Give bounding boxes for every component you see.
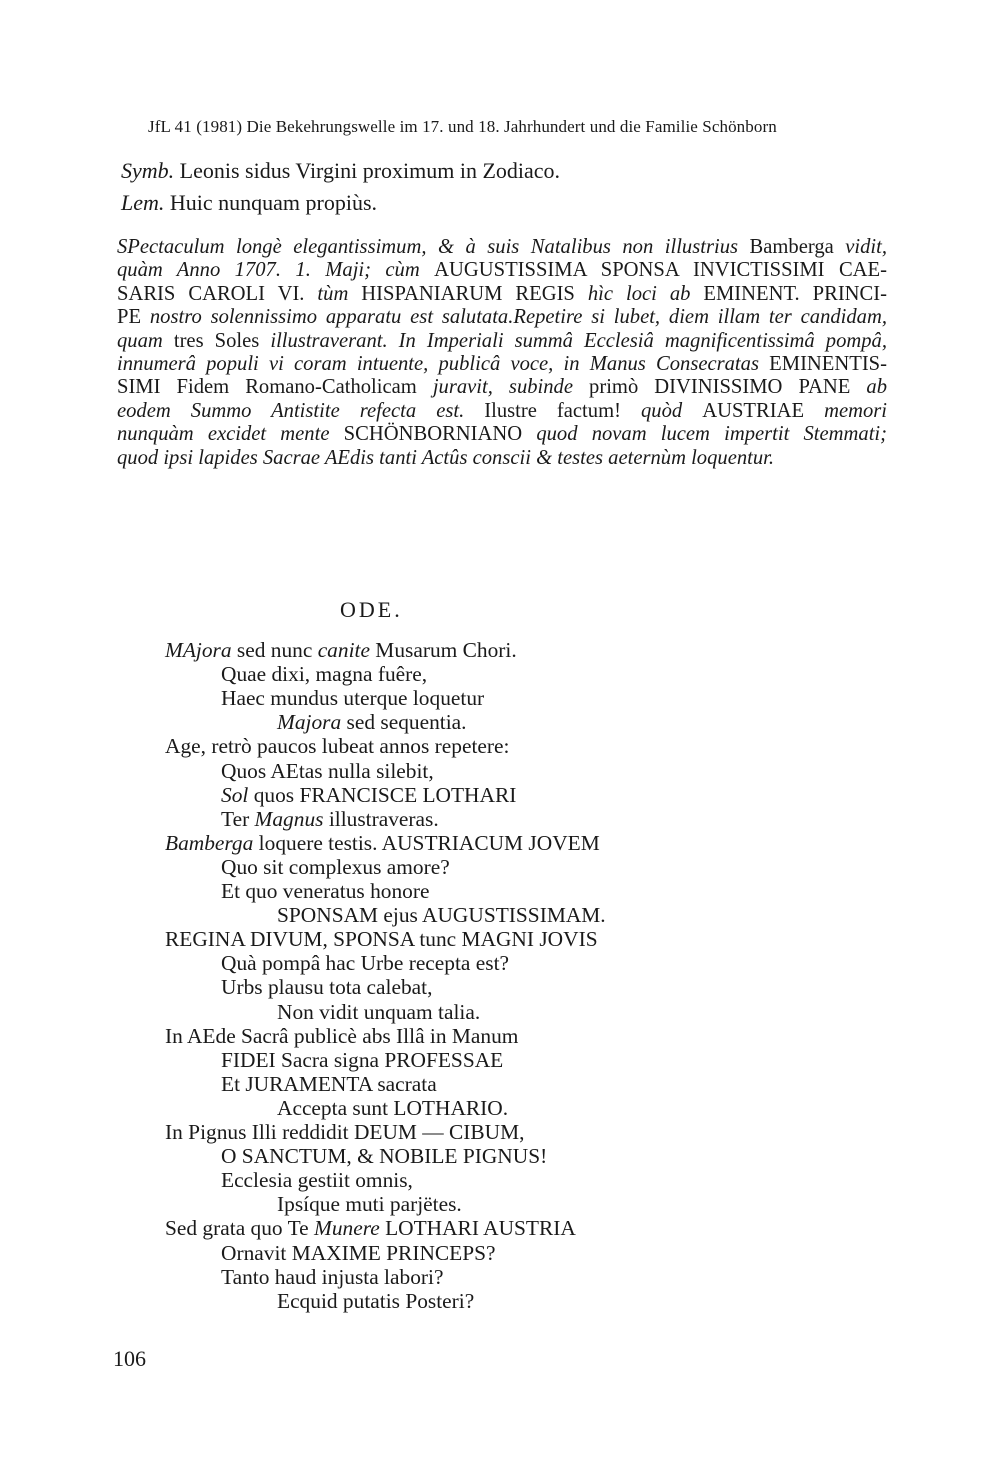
running-head: JfL 41 (1981) Die Bekehrungswelle im 17. und 18. Jahrhundert und die Familie Schönborn [148, 117, 777, 136]
roman-text: O SANCTUM, & NOBILE PIGNUS! [221, 1144, 548, 1169]
roman-text: Ilustre factum! [484, 399, 641, 422]
roman-text: In AEde Sacrâ publicè abs Illâ in Manum [165, 1023, 519, 1048]
paragraph-line [117, 353, 887, 376]
roman-text: Urbs plausu tota calebat, [221, 975, 433, 1000]
roman-text: Non vidit unquam talia. [277, 999, 481, 1024]
symbolum-text: Leonis sidus Virgini proximum in Zodiaco. [174, 158, 561, 183]
roman-text: Ter [221, 806, 255, 831]
roman-text: In Pignus Illi reddidit DEUM — CIBUM, [165, 1120, 525, 1144]
paragraph-line [117, 306, 887, 329]
roman-text: Quo sit complexus amore? [221, 854, 450, 879]
page-number: 106 [113, 1346, 146, 1371]
italic-text: Sol [221, 782, 249, 807]
poem-line [221, 1144, 547, 1168]
roman-text: SPONSAM ejus AUGUSTISSIMAM. [277, 903, 606, 928]
paragraph-line [117, 376, 887, 399]
poem-line [277, 903, 606, 927]
poem-line [165, 734, 509, 758]
roman-text: loquere testis. AUSTRIACUM JOVEM [253, 830, 600, 855]
italic-text: Majora [277, 710, 342, 735]
italic-text: ab [866, 376, 887, 399]
roman-text: Tanto haud injusta labori? [221, 1264, 444, 1289]
poem-line [165, 1024, 518, 1048]
poem-line [221, 855, 450, 879]
italic-text: quam [117, 329, 174, 352]
paragraph-line [117, 259, 887, 282]
roman-text: tres Soles [173, 329, 271, 352]
paragraph-line [117, 447, 887, 470]
roman-text: Musarum Chori. [369, 638, 517, 662]
roman-text: AUSTRIAE [702, 399, 825, 422]
poem-line [221, 951, 509, 975]
roman-text: sed sequentia. [341, 710, 467, 735]
italic-text: quod ipsi lapides Sacrae AEdis tanti Actûs conscii & testes aeternùm loquentur. [117, 446, 775, 469]
italic-text: quàm Anno 1707. 1. Maji; cùm [117, 259, 435, 282]
roman-text: REGINA DIVUM, SPONSA tunc MAGNI JOVIS [165, 927, 598, 952]
italic-text: tùm [317, 282, 362, 305]
prose-paragraph [117, 236, 887, 470]
italic-text: MAjora [165, 638, 232, 662]
poem-line [277, 1000, 480, 1024]
italic-text: eodem Summo Antistite refecta est. [117, 399, 485, 422]
roman-text: PE [117, 306, 150, 329]
poem-line [221, 1168, 413, 1192]
roman-text: quos FRANCISCE LOTHARI [248, 782, 517, 807]
roman-text: Ecclesia gestiit omnis, [221, 1168, 413, 1193]
italic-text: Munere [314, 1216, 380, 1241]
poem-line [277, 1289, 474, 1313]
roman-text: LOTHARI AUSTRIA [379, 1216, 576, 1241]
poem-line [221, 807, 439, 831]
poem-line [221, 1072, 437, 1096]
italic-text: canite [317, 638, 370, 662]
roman-text: SCHÖNBORNIANO [343, 423, 537, 446]
roman-text: Sed grata quo Te [165, 1216, 314, 1241]
roman-text: HISPANIARUM REGIS [361, 282, 588, 305]
symbolum-label: Symb. [121, 158, 175, 183]
italic-text: quòd [640, 399, 703, 422]
poem-line [165, 831, 600, 855]
italic-text: Magnus [254, 806, 324, 831]
paragraph-line [117, 236, 887, 259]
roman-text: Bamberga [749, 236, 846, 258]
roman-text: Age, retrò paucos lubeat annos repetere: [165, 734, 510, 759]
paragraph-line [117, 400, 887, 423]
roman-text: AUGUSTISSIMA SPONSA INVICTISSIMI CAE- [434, 259, 887, 282]
roman-text: Et JURAMENTA sacrata [221, 1071, 437, 1096]
poem-line [221, 975, 432, 999]
roman-text: EMINENTIS- [769, 353, 887, 376]
poem-line [277, 1192, 462, 1216]
poem-line [221, 783, 516, 807]
italic-text: Bamberga [165, 830, 254, 855]
roman-text: Quos AEtas nulla silebit, [221, 758, 434, 783]
roman-text: sed nunc [231, 638, 318, 662]
roman-text: EMINENT. PRINCI- [703, 282, 887, 305]
poem-line [221, 1241, 496, 1265]
symbolum-line [121, 158, 560, 184]
paragraph-line [117, 283, 887, 306]
poem-line [277, 710, 467, 734]
roman-text: SIMI Fidem Romano-Catholicam [117, 376, 433, 399]
roman-text: primò DIVINISSIMO PANE [589, 376, 867, 399]
ode-title: ODE. [340, 597, 403, 622]
roman-text: Et quo veneratus honore [221, 879, 430, 903]
italic-text: nostro solennissimo apparatu est salutata.Repetire si lubet, diem illam ter candidam, [149, 306, 888, 329]
italic-text: quod novam lucem impertit Stemmati; [536, 423, 887, 446]
italic-text: SPectaculum longè elegantissimum, & à suis Natalibus non illustrius [117, 236, 750, 258]
poem-line [221, 686, 484, 710]
italic-text: innumerâ populi vi coram intuente, publicâ voce, in Manus Consecratas [117, 353, 770, 376]
poem-line [221, 662, 427, 686]
lemma-line [121, 190, 377, 216]
paragraph-line [117, 423, 887, 446]
roman-text: Accepta sunt LOTHARIO. [277, 1095, 509, 1120]
poem-line [221, 1265, 443, 1289]
italic-text: hìc loci ab [587, 282, 704, 305]
roman-text: FIDEI Sacra signa PROFESSAE [221, 1047, 504, 1072]
poem-line [221, 759, 434, 783]
roman-text: Haec mundus uterque loquetur [221, 686, 485, 711]
roman-text: SARIS CAROLI VI. [117, 282, 318, 305]
poem-line [221, 1048, 503, 1072]
italic-text: vidit, [845, 236, 888, 258]
roman-text: Ipsíque muti parjëtes. [277, 1192, 462, 1217]
italic-text: memori [824, 399, 887, 422]
lemma-text: Huic nunquam propiùs. [164, 190, 378, 215]
poem-line [165, 638, 517, 662]
roman-text: Ecquid putatis Posteri? [277, 1288, 475, 1313]
italic-text: juravit, subinde [432, 376, 590, 399]
roman-text: Ornavit MAXIME PRINCEPS? [221, 1240, 496, 1265]
poem-line [165, 1216, 576, 1240]
paragraph-line [117, 330, 887, 353]
poem-line [277, 1096, 508, 1120]
poem-line [221, 879, 430, 903]
poem-line [165, 927, 598, 951]
lemma-label: Lem. [121, 190, 165, 215]
roman-text: Quà pompâ hac Urbe recepta est? [221, 951, 510, 976]
italic-text: nunquàm excidet mente [117, 423, 344, 446]
italic-text: illustraverant. In Imperiali summâ Ecclesiâ magnificentissimâ pompâ, [270, 329, 887, 352]
roman-text: illustraveras. [323, 806, 439, 831]
poem-line [165, 1120, 524, 1144]
roman-text: Quae dixi, magna fuêre, [221, 662, 428, 687]
